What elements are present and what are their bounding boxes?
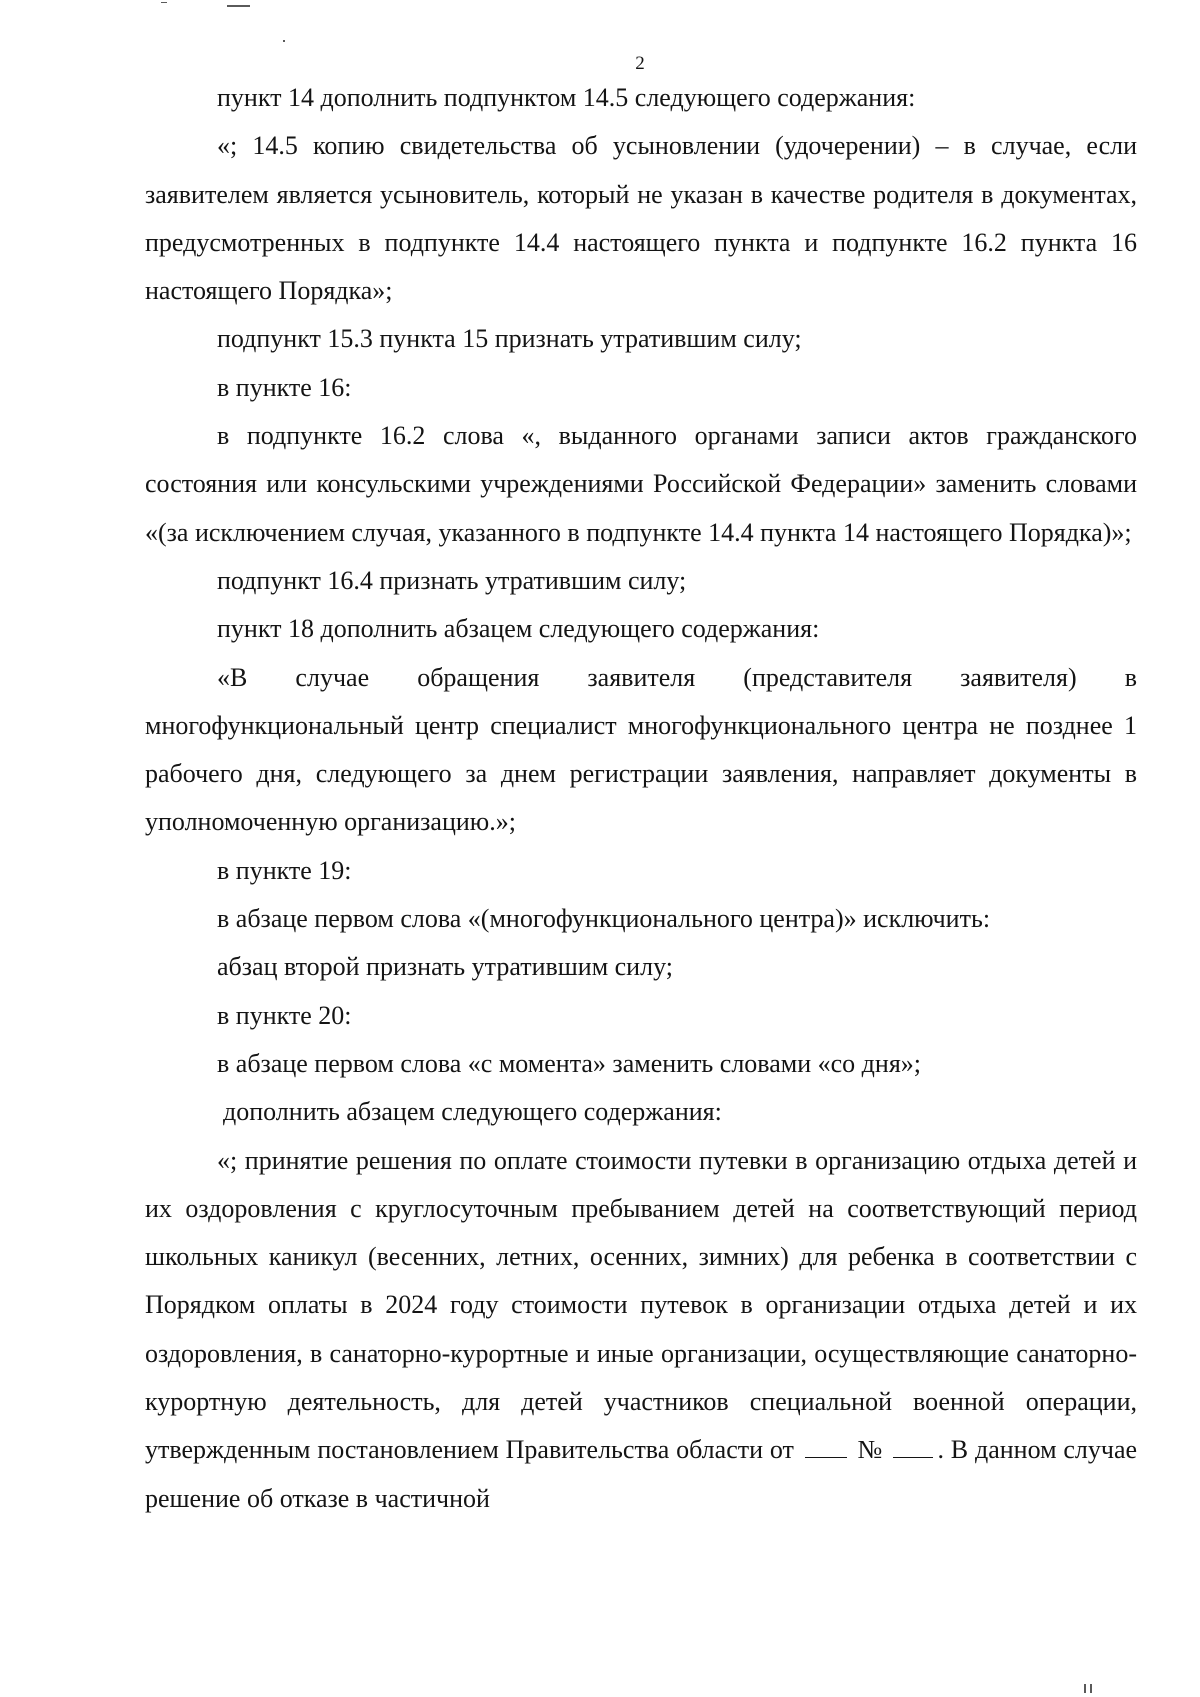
- paragraph: в пункте 16:: [217, 372, 352, 402]
- number-blank: [893, 1435, 933, 1458]
- paragraph: «; 14.5 копию свидетельства об усыновлении (удочерении) – в случае, если заявителем является усыновитель, который не указан в качестве родителя в документах, предусмотренных в подпункте 14.4 настоящего пункта и подпункте 16.2 пункта 16 настоящего Порядка»;: [145, 131, 1137, 306]
- paragraph-continuation: . В данном случае решение об отказе в частичной: [145, 1435, 1138, 1513]
- paragraph: дополнить абзацем следующего содержания:: [223, 1097, 722, 1127]
- document-body: [145, 74, 1137, 1523]
- paragraph: абзац второй признать утратившим силу;: [217, 952, 673, 982]
- page-number: 2: [635, 53, 645, 74]
- paragraph: в подпункте 16.2 слова «, выданного органами записи актов гражданского состояния или консульскими учреждениями Российской Федерации» заменить словами «(за исключением случая, указанного в подпункте 14.4 пункта 14 настоящего Порядка)»;: [145, 421, 1137, 547]
- date-blank: [805, 1435, 847, 1458]
- paragraph: подпункт 16.4 признать утратившим силу;: [217, 565, 687, 595]
- scan-artifact: [1084, 1684, 1086, 1693]
- paragraph: в пункте 19:: [217, 855, 352, 885]
- scan-artifact: [1090, 1684, 1092, 1693]
- paragraph: подпункт 15.3 пункта 15 признать утратившим силу;: [217, 324, 802, 354]
- scan-artifact: [161, 2, 167, 3]
- paragraph-last: [145, 1137, 1137, 1523]
- number-sign: №: [857, 1435, 883, 1465]
- paragraph: в абзаце первом слова «с момента» заменить словами «со дня»;: [217, 1048, 922, 1078]
- paragraph: «В случае обращения заявителя (представителя заявителя) в многофункциональный центр специалист многофункционального центра не позднее 1 рабочего дня, следующего за днем регистрации заявления, направляет документы в уполномоченную организацию.»;: [145, 662, 1137, 837]
- paragraph-text: «; принятие решения по оплате стоимости путевки в организацию отдыха детей и их оздоровления с круглосуточным пребыванием детей на соответствующий период школьных каникул (весенних, летних, осенних, зимних) для ребенка в соответствии с Порядком оплаты в 2024 году стоимости путевок в организации отдыха детей и их оздоровления, в санаторно-курортные и иные организации, осуществляющие санаторно-курортную деятельность, для детей участников специальной военной операции, утвержденным постановлением Правительства области от: [145, 1145, 1137, 1465]
- scan-artifact: [283, 40, 285, 42]
- scan-artifact: [227, 5, 250, 7]
- paragraph: в пункте 20:: [217, 1000, 352, 1030]
- paragraph: в абзаце первом слова «(многофункционального центра)» исключить:: [217, 904, 991, 934]
- paragraph: пункт 18 дополнить абзацем следующего содержания:: [217, 614, 820, 644]
- paragraph: пункт 14 дополнить подпунктом 14.5 следующего содержания:: [217, 83, 916, 112]
